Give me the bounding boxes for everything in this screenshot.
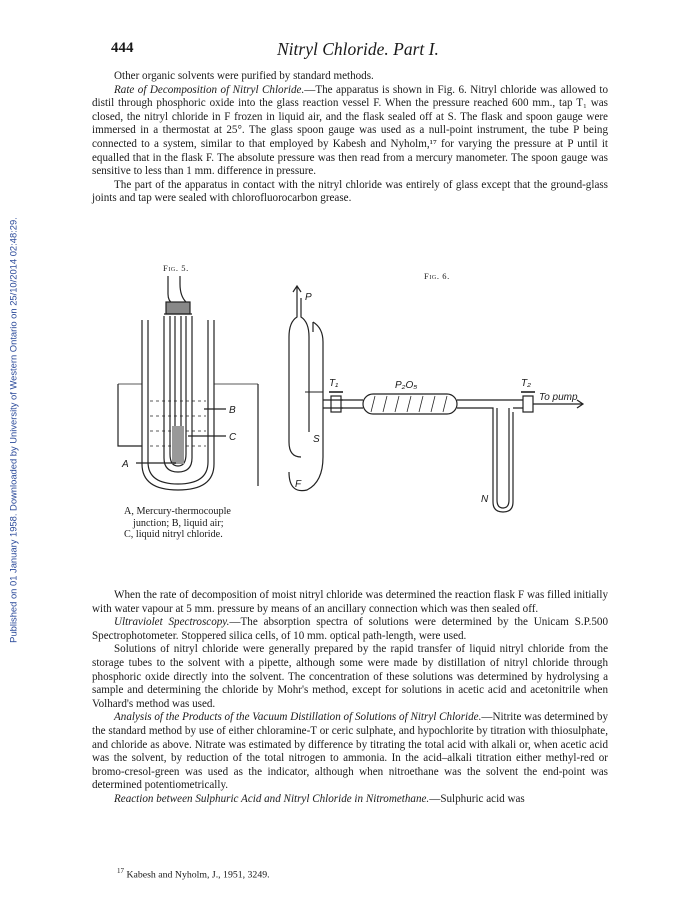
page-header	[111, 40, 611, 64]
page-number: 444	[111, 40, 134, 56]
fig5-marker-A: A	[122, 459, 129, 470]
watermark-text: Published on 01 January 1958. Downloaded by University of Western Ontario on 25/10/2014 02:48:29.	[7, 217, 19, 643]
fig6-tap-T1	[331, 396, 341, 412]
fig5-outer-dewar-wall	[142, 320, 214, 490]
paragraph	[92, 793, 608, 807]
fig6-p2o5-packing	[371, 396, 447, 412]
fig6-tube-1	[341, 400, 363, 408]
section-heading: Analysis of the Products of the Vacuum Distillation of Solutions of Nitryl Chloride.	[114, 711, 482, 724]
figure6-apparatus-diagram	[283, 282, 583, 522]
fig6-sidearm	[323, 400, 343, 408]
fig5-right-wire	[180, 276, 186, 302]
figure5-caption	[124, 506, 262, 541]
section-heading: Reaction between Sulphuric Acid and Nitryl Chloride in Nitromethane.	[114, 792, 430, 805]
paragraph: Solutions of nitryl chloride were generally prepared by the rapid transfer of liquid nitryl chloride from the storage tubes to the solvent with a pipette, although some were made by distillation of nitryl chloride through phosphoric oxide directly into the solvent. The concentration of these solutions was determined by hydrolysing a sample and determining the chloride by Mohr's method, except for solutions in acetic acid and acetonitrile when Volhard's method was used.	[92, 643, 608, 710]
body-text-bottom	[92, 589, 608, 807]
caption-text: C, liquid nitryl chloride.	[124, 529, 223, 541]
fig5-nitryl-chloride	[172, 426, 184, 464]
fig6-tube-2	[457, 400, 483, 408]
fig6-flask-F	[289, 322, 323, 491]
fig6-marker-P: P	[305, 292, 312, 303]
download-watermark	[0, 0, 26, 911]
running-title: Nitryl Chloride. Part I.	[277, 39, 439, 59]
fig6-tap-T2	[523, 396, 533, 412]
fig5-marker-B: B	[229, 405, 236, 416]
paragraph	[92, 84, 608, 179]
fig6-marker-S: S	[313, 434, 320, 445]
paragraph: Other organic solvents were purified by standard methods.	[114, 70, 374, 82]
figure5-label: Fig. 5.	[163, 263, 189, 273]
paragraph: When the rate of decomposition of moist nitryl chloride was determined the reaction flask F was filled initially with water vapour at 5 mm. pressure by means of an ancillary connection which was then sealed off.	[92, 589, 608, 615]
fig6-to-pump-label: To pump	[539, 392, 578, 403]
figure5-spoon-gauge-diagram	[118, 276, 258, 506]
paragraph	[92, 711, 608, 793]
figure6-label: Fig. 6.	[424, 271, 450, 281]
caption-text: A, Mercury-thermocouple junction; B, liquid air;	[124, 506, 231, 529]
paragraph-text: —Nitrite was determined by the standard method by use of either chloramine-T or ceric sulphate, and hypochlorite by titration with thiosulphate, and chloride as above. Nitrate was estimated by difference by titrating the total acid with alkali or, when acetic acid was the solvent, by reduction of the total nitrogen to ammonia. In the acid–alkali titration either methyl-red or bromo-cresol-green was used as the indicator, although when nitroethane was the solvent the end-point was determined potentiometrically.	[92, 711, 608, 792]
fig6-tube-3	[513, 400, 523, 408]
footnote	[117, 867, 270, 880]
footnote-text: Kabesh and Nyholm, J., 1951, 3249.	[124, 869, 270, 881]
section-heading: Ultraviolet Spectroscopy.	[114, 616, 230, 629]
section-heading: Rate of Decomposition of Nitryl Chloride.	[114, 83, 305, 96]
paragraph-text: —The absorption spectra of solutions were determined by the Unicam S.P.500 Spectrophotometer. Stoppered silica cells, of 10 mm. optical path-length, were used.	[92, 616, 608, 642]
fig6-marker-F: F	[295, 479, 302, 490]
fig6-marker-N: N	[481, 494, 489, 505]
fig6-gauge-tube	[289, 298, 301, 457]
fig5-stopper	[166, 302, 190, 314]
paragraph: The part of the apparatus in contact with the nitryl chloride was entirely of glass except that the ground-glass joints and tap were sealed with chlorofluorocarbon grease.	[92, 178, 608, 205]
fig6-gauge-tube-inner	[301, 298, 309, 432]
fig6-marker-P2O5: P₂O₅	[395, 380, 418, 391]
fig5-marker-C: C	[229, 432, 237, 443]
fig6-p-arrow	[293, 286, 301, 298]
fig5-bath-left	[118, 384, 142, 446]
fig5-left-wire	[168, 276, 173, 304]
paragraph-text: —The apparatus is shown in Fig. 6. Nitryl chloride was allowed to distil through phosphoric oxide into the glass reaction vessel F. When the pressure reached 600 mm., tap T₁ was closed, the nitryl chloride in F frozen in liquid air, and the flask sealed off at S. The flask and spoon gauge were immersed in a thermostat at 25°. The glass spoon gauge was used as a null-point instrument, the tube P being connected to a system, similar to that employed by Kabesh and Nyholm,¹⁷ for varying the pressure at P until it equalled that in the flask F. The absolute pressure was then read from a mercury manometer. The spoon gauge was sensitive to less than 1 mm. difference in pressure.	[92, 83, 609, 178]
body-text-top	[92, 70, 608, 206]
fig6-manometer-inner	[497, 408, 509, 508]
footnote-number: 17	[117, 867, 124, 875]
fig6-marker-T2: T₂	[521, 378, 531, 389]
paragraph-text: —Sulphuric acid was	[429, 792, 525, 805]
paragraph	[92, 616, 608, 643]
fig6-marker-T1: T₁	[329, 378, 339, 389]
